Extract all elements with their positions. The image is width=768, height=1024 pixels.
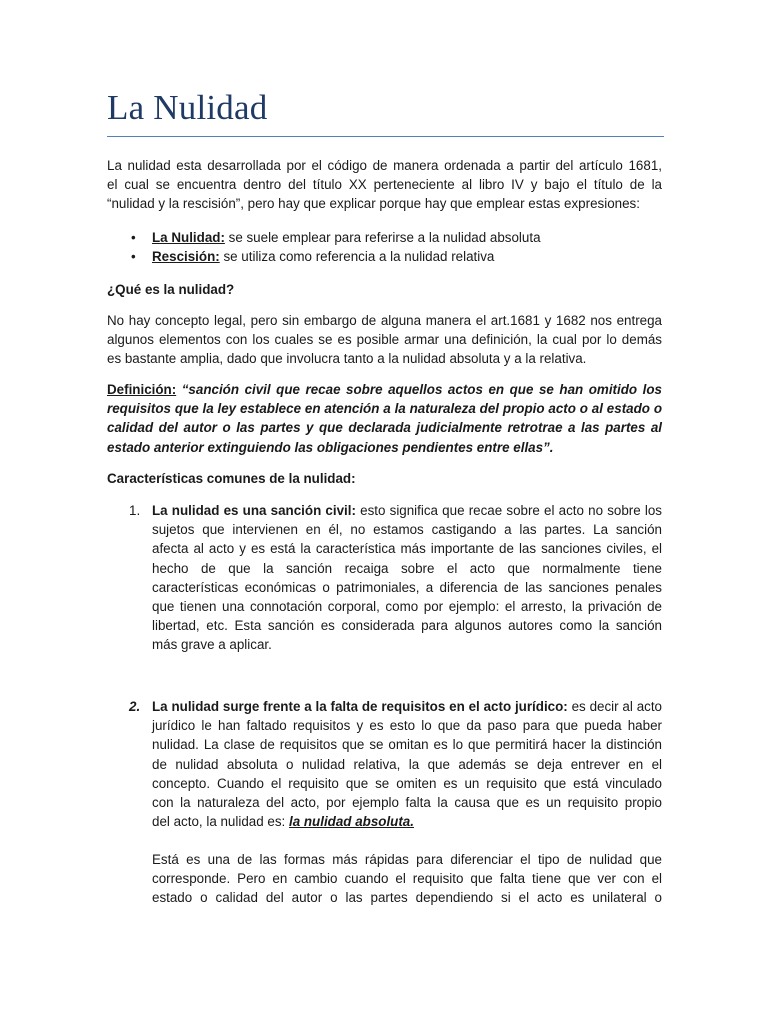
list-item-line: nulidad. La clase de requisitos que se omitan es lo que permitirá hacer la distinción bbox=[152, 737, 662, 753]
definition-paragraph bbox=[107, 380, 662, 457]
definition-line: estado anterior extinguiendo las obligaciones pendientes entre ellas”. bbox=[107, 439, 554, 455]
list-item-line: jurídico le han faltado requisitos y es esto lo que da paso para que pueda haber bbox=[152, 718, 662, 734]
page-title: La Nulidad bbox=[107, 88, 268, 127]
bullet-term: Rescisión: bbox=[152, 249, 220, 264]
list-item-line: características económicas o patrimoniales, a diferencia de las sanciones penales bbox=[152, 579, 662, 595]
bullet-term: La Nulidad: bbox=[152, 230, 225, 245]
bullet-icon: • bbox=[131, 230, 136, 245]
list-item-line: Está es una de las formas más rápidas para diferenciar el tipo de nulidad que bbox=[152, 852, 662, 867]
list-item-2 bbox=[152, 697, 662, 831]
concept-paragraph bbox=[107, 311, 662, 369]
list-item-line: con la naturaleza del acto, por ejemplo falta la causa que es un requisito propio bbox=[152, 795, 662, 811]
question-heading: ¿Qué es la nulidad? bbox=[107, 282, 235, 297]
list-item-line: afecta al acto y es está la característica más importante de las sanciones civiles, el bbox=[152, 541, 662, 557]
list-item-heading: La nulidad es una sanción civil: bbox=[152, 503, 356, 518]
bullet-text: se suele emplear para referirse a la nulidad absoluta bbox=[224, 230, 541, 245]
list-number: 2. bbox=[129, 699, 141, 714]
concept-line: No hay concepto legal, pero sin embargo de alguna manera el art.1681 y 1682 nos entrega bbox=[107, 313, 662, 328]
list-item-line: más grave a aplicar. bbox=[152, 637, 272, 653]
intro-line: “nulidad y la rescisión”, pero hay que explicar porque hay que emplear estas expresiones: bbox=[107, 196, 640, 212]
bullet-text: se utiliza como referencia a la nulidad relativa bbox=[219, 249, 495, 264]
definition-line: calidad del autor o las partes y que declarada judicialmente retrotrae a las partes al bbox=[107, 420, 662, 436]
list-item-2-paragraph bbox=[152, 850, 662, 908]
characteristics-heading: Características comunes de la nulidad: bbox=[107, 471, 356, 486]
list-item-line: libertad, etc. Esta sanción es considerada para algunos autores como la sanción bbox=[152, 618, 662, 634]
list-number: 1. bbox=[129, 503, 141, 518]
list-item-line: es decir al acto bbox=[567, 699, 662, 714]
emphasis-text: la nulidad absoluta. bbox=[288, 814, 414, 830]
list-item-line: de nulidad absoluta o nulidad relativa, la que además se deja entrever en el bbox=[152, 756, 662, 772]
list-item-heading: La nulidad surge frente a la falta de requisitos en el acto jurídico: bbox=[152, 699, 568, 714]
list-item-line: del acto, la nulidad es: bbox=[152, 814, 289, 830]
list-item-line: hecho de que la sanción recaiga sobre el acto que normalmente tiene bbox=[152, 560, 662, 576]
concept-line: es bastante amplia, dado que involucra tanto a la nulidad absoluta y a la relativa. bbox=[107, 351, 587, 367]
list-item-line: concepto. Cuando el requisito que se omiten es un requisito que está vinculado bbox=[152, 775, 662, 791]
definition-line: “sanción civil que recae sobre aquellos actos en que se han omitido los bbox=[176, 382, 662, 397]
concept-line: algunos elementos con los cuales se es posible armar una definición, la cual por lo demás bbox=[107, 332, 662, 348]
title-underline bbox=[107, 136, 664, 137]
list-item-line: corresponde. Pero en cambio cuando el requisito que falta tiene que ver con el bbox=[152, 871, 662, 887]
list-item-line: estado o calidad del autor o las partes dependiendo si el acto es unilateral o bbox=[152, 890, 662, 906]
bullet-icon: • bbox=[131, 249, 136, 264]
intro-line: La nulidad esta desarrollada por el código de manera ordenada a partir del artículo 1681, bbox=[107, 158, 662, 173]
intro-paragraph bbox=[107, 156, 662, 214]
list-item-line: esto significa que recae sobre el acto no sobre los bbox=[355, 503, 663, 518]
list-item-line: que tienen una connotación corporal, como por ejemplo: el arresto, la privación de bbox=[152, 599, 662, 615]
list-item-1 bbox=[152, 501, 662, 655]
intro-line: el cual se encuentra dentro del título XX perteneciente al libro IV y bajo el título de la bbox=[107, 177, 662, 193]
definition-label: Definición: bbox=[107, 382, 177, 397]
definition-line: requisitos que la ley establece en atención a la naturaleza del propio acto o al estado o bbox=[107, 401, 662, 417]
list-item-line: sujetos que intervienen en él, no estamos castigando a las partes. La sanción bbox=[152, 522, 662, 538]
